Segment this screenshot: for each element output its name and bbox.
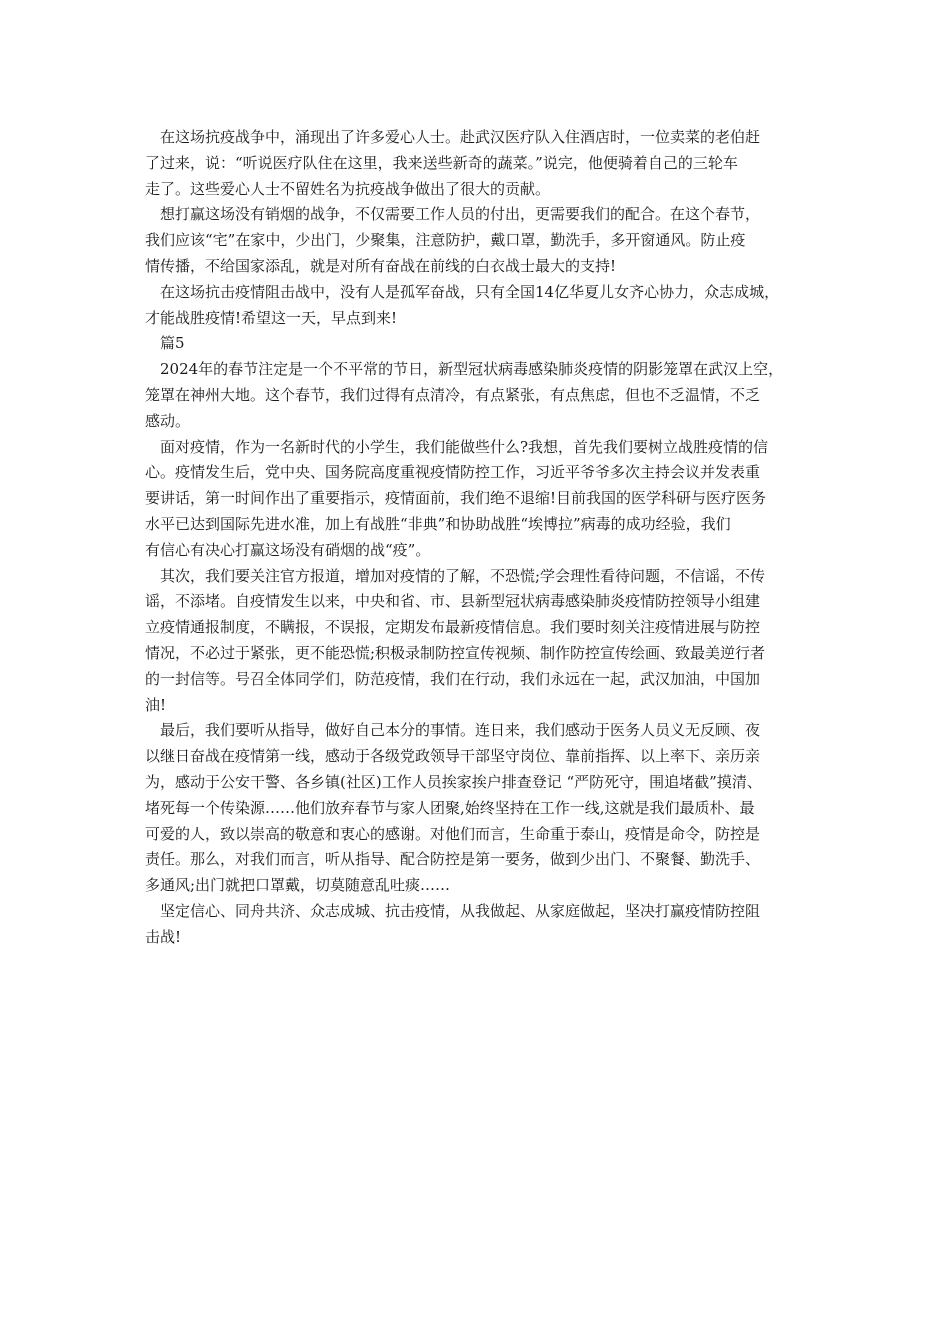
text-line: 为，感动于公安干警、各乡镇(社区)工作人员挨家挨户排查登记 “严防死守，围追堵截”摸清、 [145,772,762,791]
text-line: 情况，不必过于紧张，更不能恐慌;积极录制防控宣传视频、制作防控宣传绘画、致最美逆行者 [145,643,766,662]
text-line: 了过来，说：“听说医疗队住在这里，我来送些新奇的蔬菜。”说完，他便骑着自己的三轮车 [145,153,738,172]
text-line: 击战! [145,927,182,946]
text-line: 面对疫情，作为一名新时代的小学生，我们能做些什么?我想，首先我们要树立战胜疫情的信 [160,437,769,456]
text-line: 堵死每一个传染源……他们放弃春节与家人团聚,始终坚持在工作一线,这就是我们最质朴、最 [145,798,755,817]
paragraph-volunteers [145,125,811,202]
text-line: 要讲话，第一时间作出了重要指示，疫情面前，我们绝不退缩!目前我国的医学科研与医疗医务 [145,489,767,508]
text-line: 油! [145,695,167,714]
text-line: 可爱的人，致以崇高的敬意和衷心的感谢。对他们而言，生命重于泰山，疫情是命令，防控是 [145,824,761,843]
text-line: 最后，我们要听从指导，做好自己本分的事情。连日来，我们感动于医务人员义无反顾、夜 [160,721,761,740]
text-line: 走了。这些爱心人士不留姓名为抗疫战争做出了很大的贡献。 [145,179,551,198]
text-line: 水平已达到国际先进水准，加上有战胜“非典”和协助战胜“埃博拉”病毒的成功经验，我们 [145,514,731,533]
paragraph-official-news [145,564,811,719]
document-body [145,125,811,951]
text-line: 以继日奋战在疫情第一线，感动于各级党政领导干部坚守岗位、靠前指挥、以上率下、亲历亲 [145,747,761,766]
text-line: 的一封信等。号召全体同学们，防范疫情，我们在行动，我们永远在一起，武汉加油，中国加 [145,669,761,688]
text-line: 坚定信心、同舟共济、众志成城、抗击疫情，从我做起、从家庭做起，坚决打赢疫情防控阻 [160,901,761,920]
paragraph-united [145,280,811,332]
text-line: 心。疫情发生后，党中央、国务院高度重视疫情防控工作，习近平爷爷多次主持会议并发表重 [145,463,761,482]
paragraph-spring-festival [145,357,811,434]
text-line: 立疫情通报制度，不瞒报，不误报，定期发布最新疫情信息。我们要时刻关注疫情进展与防控 [145,618,761,637]
paragraph-conclusion [145,899,811,951]
text-line: 责任。那么，对我们而言，听从指导、配合防控是第一要务，做到少出门、不聚餐、勤洗手、 [145,850,761,869]
text-line: 谣，不添堵。自疫情发生以来，中央和省、市、县新型冠状病毒感染肺炎疫情防控领导小组建 [145,592,761,611]
text-line: 其次，我们要关注官方报道，增加对疫情的了解，不恐慌;学会理性看待问题，不信谣，不传 [160,566,766,585]
text-line: 感动。 [145,411,191,430]
text-line: 我们应该“宅”在家中，少出门，少聚集，注意防护，戴口罩，勤洗手，多开窗通风。防止疫 [145,231,746,250]
text-line: 2024年的春节注定是一个不平常的节日，新型冠状病毒感染肺炎疫情的阴影笼罩在武汉上空， [160,360,784,379]
text-line: 想打赢这场没有销烟的战争，不仅需要工作人员的付出，更需要我们的配合。在这个春节， [160,205,761,224]
paragraph-follow-guidance [145,718,811,899]
section-heading [145,331,811,357]
text-line: 在这场抗击疫情阻击战中，没有人是孤军奋战，只有全国14亿华夏儿女齐心协力，众志成城， [160,282,780,301]
paragraph-stay-home [145,202,811,279]
text-line: 情传播，不给国家添乱，就是对所有奋战在前线的白衣战士最大的支持! [145,256,617,275]
text-line: 在这场抗疫战争中，涌现出了许多爱心人士。赴武汉医疗队入住酒店时，一位卖菜的老伯赶 [160,128,761,146]
text-line: 有信心有决心打赢这场没有硝烟的战“疫”。 [145,540,431,559]
text-line: 多通风;出门就把口罩戴，切莫随意乱吐痰…… [145,876,451,895]
paragraph-confidence [145,435,811,564]
text-line: 才能战胜疫情!希望这一天，早点到来! [145,308,398,327]
section-title: 篇5 [160,334,185,353]
text-line: 笼罩在神州大地。这个春节，我们过得有点清冷，有点紧张，有点焦虑，但也不乏温情，不乏 [145,385,761,404]
